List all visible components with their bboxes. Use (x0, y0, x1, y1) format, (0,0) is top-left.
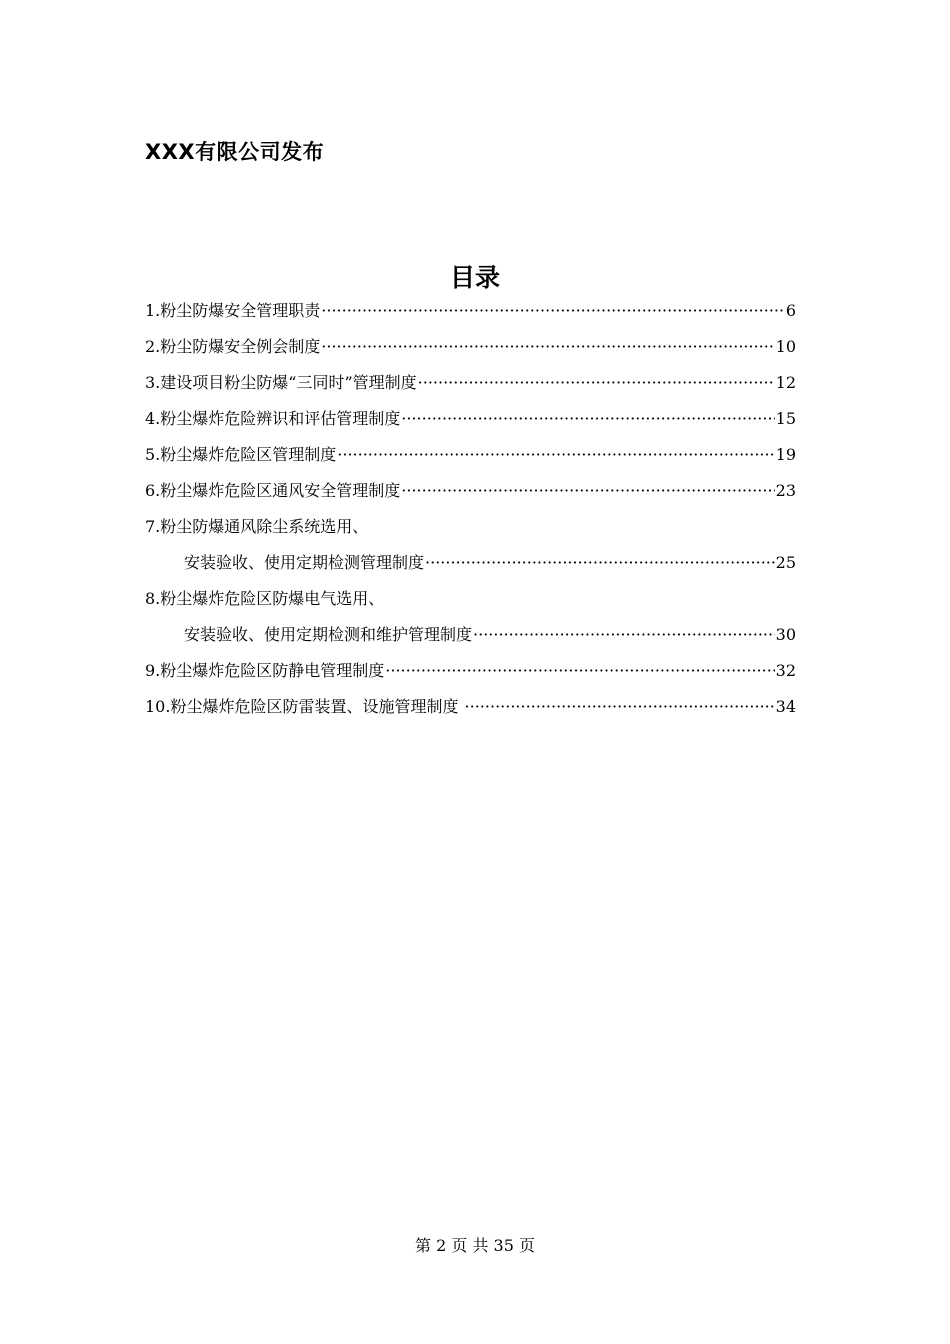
toc-entry-page: 19 (775, 445, 796, 464)
toc-entry-page: 30 (775, 625, 796, 644)
toc-entry-page: 6 (785, 301, 796, 320)
toc-entry-heading[interactable] (145, 514, 796, 542)
toc-entry-page: 34 (775, 697, 796, 716)
toc-entry[interactable] (145, 694, 796, 722)
toc-entry-heading[interactable] (145, 586, 796, 614)
toc-entry-text: 4.粉尘爆炸危险辨识和评估管理制度 (145, 409, 401, 428)
toc-entry-page: 25 (775, 553, 796, 572)
toc-entry-text: 6.粉尘爆炸危险区通风安全管理制度 (145, 481, 401, 500)
toc-entry-continuation[interactable] (184, 622, 796, 650)
toc-entry-text: 安装验收、使用定期检测和维护管理制度 (184, 625, 473, 644)
toc-entry[interactable] (145, 478, 796, 506)
toc-entry-continuation[interactable] (184, 550, 796, 578)
toc-leader-dots (465, 697, 775, 716)
toc-entry-text: 安装验收、使用定期检测管理制度 (184, 553, 425, 572)
page-footer: 第 2 页 共 35 页 (415, 1236, 535, 1255)
publisher-line: XXX有限公司发布 (145, 140, 325, 164)
toc-entry[interactable] (145, 406, 796, 434)
toc-entry-page: 12 (775, 373, 796, 392)
toc-entry-text: 3.建设项目粉尘防爆“三同时”管理制度 (145, 373, 417, 392)
toc-entry-text: 1.粉尘防爆安全管理职责 (145, 301, 321, 320)
toc-entry-text: 2.粉尘防爆安全例会制度 (145, 337, 321, 356)
toc-leader-dots (401, 481, 774, 500)
toc-entry[interactable] (145, 370, 796, 398)
toc-entry-text: 10.粉尘爆炸危险区防雷装置、设施管理制度 (145, 697, 464, 716)
toc-entry-text: 7.粉尘防爆通风除尘系统选用、 (145, 517, 369, 536)
toc-entry[interactable] (145, 658, 796, 686)
toc-leader-dots (418, 373, 775, 392)
toc-entry-text: 9.粉尘爆炸危险区防静电管理制度 (145, 661, 385, 680)
toc-entry[interactable] (145, 334, 796, 362)
toc-leader-dots (473, 625, 775, 644)
toc-entry-page: 32 (775, 661, 796, 680)
toc-leader-dots (425, 553, 775, 572)
toc-leader-dots (321, 301, 785, 320)
toc-entry-page: 23 (775, 481, 796, 500)
toc-entry[interactable] (145, 298, 796, 326)
toc-entry-text: 8.粉尘爆炸危险区防爆电气选用、 (145, 589, 385, 608)
toc-leader-dots (385, 661, 774, 680)
toc-leader-dots (321, 337, 774, 356)
toc-leader-dots (337, 445, 774, 464)
toc-entry-text: 5.粉尘爆炸危险区管理制度 (145, 445, 337, 464)
toc-entry-page: 15 (775, 409, 796, 428)
toc-title: 目录 (449, 263, 500, 292)
toc-leader-dots (401, 409, 774, 428)
toc-entry-page: 10 (775, 337, 796, 356)
toc-entry[interactable] (145, 442, 796, 470)
